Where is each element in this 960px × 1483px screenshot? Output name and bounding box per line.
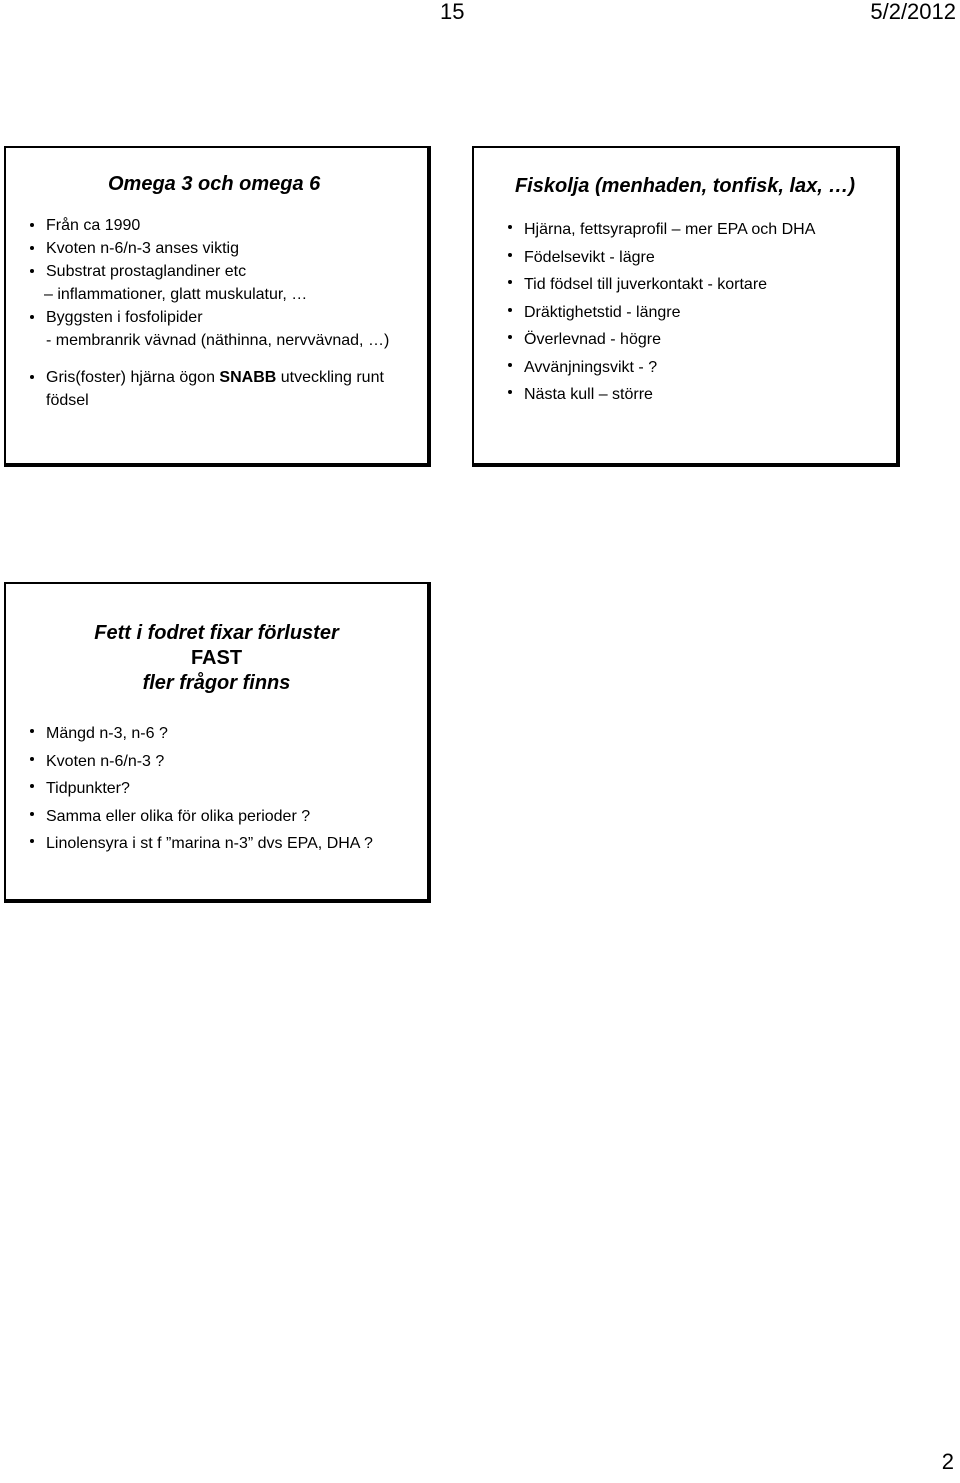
slide-title: Omega 3 och omega 6 xyxy=(108,173,321,195)
title-line: FAST xyxy=(190,647,243,669)
list-item: Gris(foster) hjärna ögon SNABB utveckling runt födsel xyxy=(26,366,427,412)
bullet-list xyxy=(6,720,427,858)
list-item: Tid födsel till juverkontakt - kortare xyxy=(504,271,896,299)
list-item: Substrat prostaglandiner etc – inflammationer, glatt muskulatur, … xyxy=(26,260,427,306)
list-item: Linolensyra i st f ”marina n-3” dvs EPA, DHA ? xyxy=(26,830,427,858)
list-item: Byggsten i fosfolipider - membranrik vävnad (näthinna, nervvävnad, …) xyxy=(26,306,427,352)
sub-item: – inflammationer, glatt muskulatur, … xyxy=(44,286,308,303)
slide-title: Fiskolja (menhaden, tonfisk, lax, …) xyxy=(514,175,856,197)
footer-page-number: 2 xyxy=(941,1449,954,1474)
list-item: Överlevnad - högre xyxy=(504,326,896,354)
slide-title xyxy=(6,621,427,696)
list-item: Kvoten n-6/n-3 ? xyxy=(26,748,427,776)
list-item: Samma eller olika för olika perioder ? xyxy=(26,803,427,831)
list-item: Dräktighetstid - längre xyxy=(504,299,896,327)
page-number: 15 xyxy=(440,0,465,24)
list-item: Från ca 1990 xyxy=(26,214,427,237)
slide-omega xyxy=(4,146,431,467)
title-line: fler frågor finns xyxy=(142,672,291,694)
list-item: Hjärna, fettsyraprofil – mer EPA och DHA xyxy=(504,216,896,244)
slide-fett xyxy=(4,582,431,903)
list-item: Kvoten n-6/n-3 anses viktig xyxy=(26,237,427,260)
bullet-list xyxy=(6,214,427,412)
page-date: 5/2/2012 xyxy=(870,0,956,24)
list-item: Mängd n-3, n-6 ? xyxy=(26,720,427,748)
bullet-list xyxy=(474,216,896,409)
list-item: Tidpunkter? xyxy=(26,775,427,803)
slide-fiskolja xyxy=(472,146,900,467)
list-item: Födelsevikt - lägre xyxy=(504,244,896,272)
list-item: Avvänjningsvikt - ? xyxy=(504,354,896,382)
list-item: Nästa kull – större xyxy=(504,381,896,409)
title-line: Fett i fodret fixar förluster xyxy=(94,622,339,644)
sub-item: - membranrik vävnad (näthinna, nervvävnad, …) xyxy=(46,332,390,349)
